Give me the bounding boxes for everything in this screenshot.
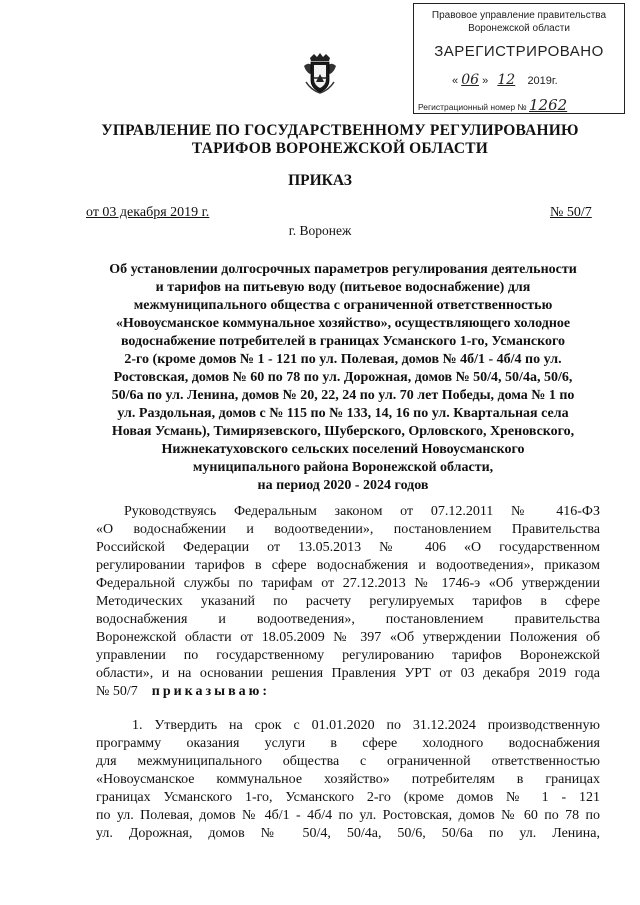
agency-name-line-1: УПРАВЛЕНИЕ ПО ГОСУДАРСТВЕННОМУ РЕГУЛИРОВАНИЮ — [101, 122, 579, 139]
preamble-line: управлении по государственному регулированию тарифов Воронежской — [96, 648, 600, 663]
preamble-line: водоснабжения и водоотведения», постановлением правительства — [96, 612, 600, 627]
preamble-order-ref: № 50/7 — [96, 684, 138, 699]
stamp-org-line-2: Воронежской области — [468, 23, 570, 34]
title-line: и тарифов на питьевую воду (питьевое водоснабжение) для — [155, 280, 531, 295]
stamp-number-label: Регистрационный номер № — [418, 102, 527, 112]
preamble-last-line — [96, 684, 600, 700]
order-date: от 03 декабря 2019 г. — [86, 205, 210, 220]
stamp-registered-label: ЗАРЕГИСТРИРОВАНО — [434, 43, 604, 60]
preamble-line: «О водоснабжении и водоотведении», постановлением Правительства — [96, 522, 600, 537]
stamp-date-day: 06 — [461, 72, 480, 88]
preamble-line: Российской Федерации от 13.05.2013 № 406 «О государственном — [96, 540, 600, 555]
order-city: г. Воронеж — [288, 223, 352, 238]
title-line: на период 2020 - 2024 годов — [257, 478, 429, 493]
title-line: водоснабжение потребителей в границах Усманского 1-го, Усманского — [120, 334, 566, 349]
stamp-date-open: « — [452, 75, 459, 87]
preamble-line: области», и на основании решения Правления УРТ от 03 декабря 2019 года — [96, 666, 600, 681]
title-line: межмуниципального общества с ограниченной ответственностью — [133, 298, 553, 313]
title-line: «Новоусманское коммунальное хозяйство», осуществляющего холодное — [115, 316, 571, 331]
title-line: Об установлении долгосрочных параметров регулирования деятельности — [109, 262, 577, 277]
prikazyvayu-keyword: приказываю: — [151, 684, 271, 699]
agency-name-line-2: ТАРИФОВ ВОРОНЕЖСКОЙ ОБЛАСТИ — [191, 140, 489, 157]
preamble-line: Федеральной службы по тарифам от 27.12.2013 № 1746-э «Об утверждении — [96, 576, 600, 591]
order-number: № 50/7 — [550, 205, 592, 220]
registration-stamp — [413, 3, 625, 114]
stamp-date-mid: » — [482, 75, 489, 87]
title-line: 50/6а по ул. Ленина, домов № 20, 22, 24 по ул. 70 лет Победы, дома № 1 по — [111, 388, 575, 403]
coat-of-arms-icon — [302, 52, 338, 94]
stamp-date-month: 12 — [497, 72, 516, 88]
title-line: ул. Раздольная, домов с № 115 по № 133, 14, 16 по ул. Квартальная села — [117, 406, 569, 421]
preamble-line: регулировании тарифов в сфере водоснабжения и водоотведения», приказом — [96, 558, 600, 573]
item-line: для межмуниципального общества с ограниченной ответственностью — [96, 754, 600, 769]
stamp-org-line-1: Правовое управление правительства — [431, 10, 607, 21]
preamble-line: Воронежской области от 18.05.2009 № 397 «Об утверждении Положения об — [96, 630, 600, 645]
item-line: «Новоусманское коммунальное хозяйство» потребителям в границах — [96, 772, 600, 787]
item-line: программу оказания услуги в сфере холодного водоснабжения — [96, 736, 600, 751]
title-line: Ростовская, домов № 60 по 78 по ул. Дорожная, домов № 50/4, 50/4а, 50/6, — [113, 370, 573, 385]
preamble-line: Руководствуясь Федеральным законом от 07.12.2011 № 416-ФЗ — [124, 504, 600, 519]
document-type: ПРИКАЗ — [288, 172, 352, 189]
stamp-date — [452, 72, 558, 88]
item-line: по ул. Полевая, домов № 4б/1 - 4б/4 по ул. Ростовская, домов № 60 по 78 по — [96, 808, 600, 823]
stamp-reg-number — [418, 96, 567, 114]
title-line: Новая Усмань), Тимирязевского, Шуберского, Орловского, Хреновского, — [111, 424, 575, 439]
title-line: муниципального района Воронежской области, — [192, 460, 494, 475]
title-line: 2-го (кроме домов № 1 - 121 по ул. Полевая, домов № 4б/1 - 4б/4 по ул. — [124, 352, 562, 367]
item-line: границах Усманского 1-го, Усманского 2-го (кроме домов № 1 - 121 — [96, 790, 600, 805]
item-line: ул. Дорожная, домов № 50/4, 50/4а, 50/6, 50/6а по ул. Ленина, — [96, 826, 600, 841]
stamp-date-year: 2019г. — [527, 75, 558, 87]
title-line: Нижнекатуховского сельских поселений Новоусманского — [161, 442, 525, 457]
item-line: 1. Утвердить на срок с 01.01.2020 по 31.12.2024 производственную — [132, 718, 600, 733]
preamble-line: Методических указаний по расчету регулируемых тарифов в сфере — [96, 594, 600, 609]
stamp-number-value: 1262 — [529, 96, 568, 114]
